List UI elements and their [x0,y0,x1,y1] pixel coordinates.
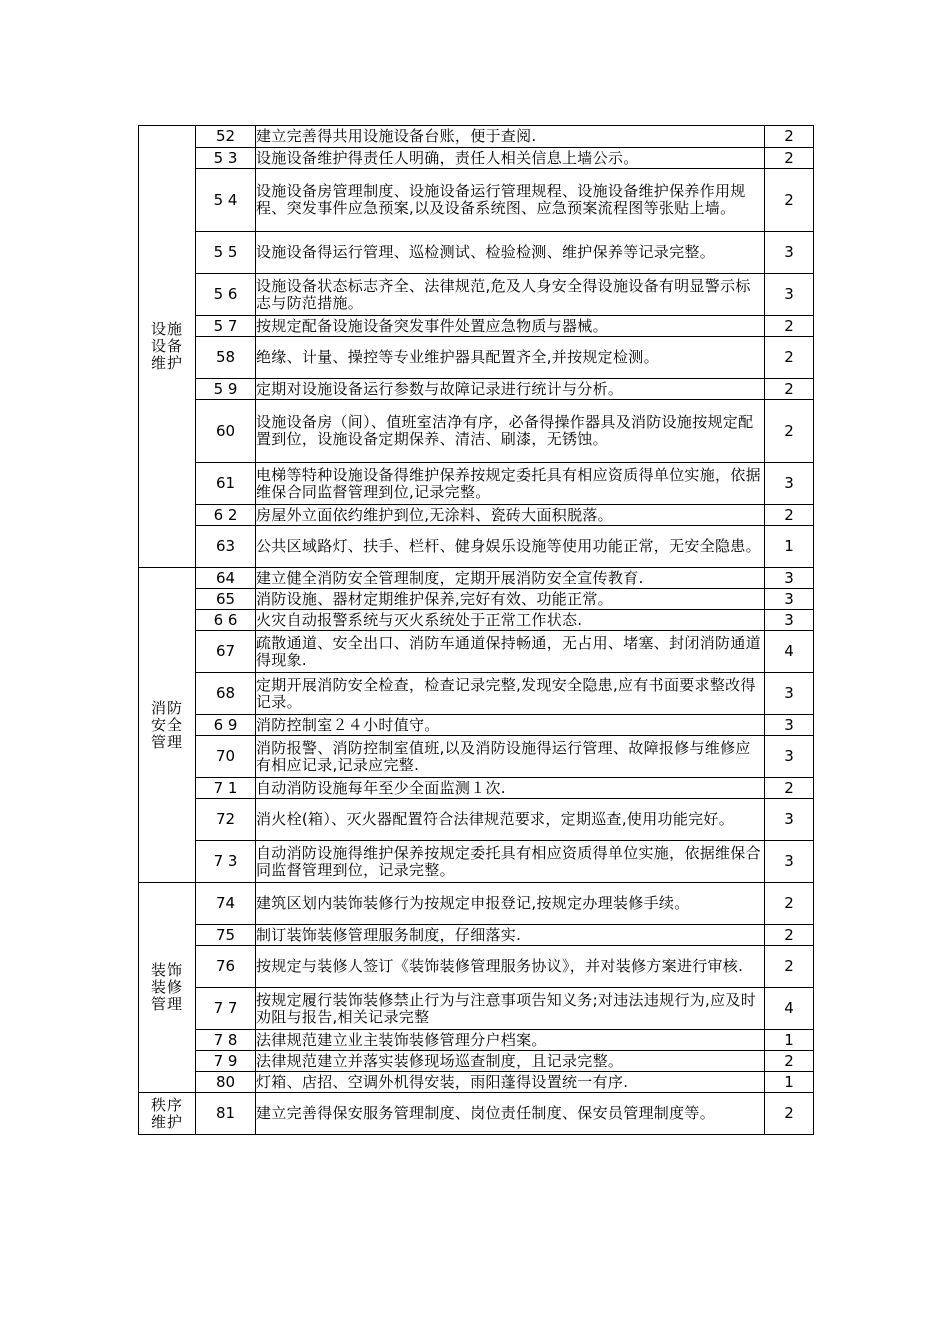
item-number: 7 3 [196,841,256,883]
item-number: 7 8 [196,1030,256,1051]
item-score: 1 [765,1072,814,1093]
item-score: 2 [765,1093,814,1135]
item-description: 按规定履行装饰装修禁止行为与注意事项告知义务;对违法违规行为,应及时劝阻与报告,相关记录完整 [256,988,765,1030]
item-description: 法律规范建立业主装饰装修管理分户档案。 [256,1030,765,1051]
category-label-line: 秩序 [150,1095,183,1114]
item-score: 2 [765,778,814,799]
table-row [139,799,814,841]
item-number: 6 9 [196,715,256,736]
item-score: 2 [765,148,814,169]
item-description: 建立完善得共用设施设备台账，便于查阅. [256,126,765,148]
item-number: 74 [196,883,256,925]
item-score: 2 [765,126,814,148]
item-description: 建立健全消防安全管理制度，定期开展消防安全宣传教育. [256,568,765,589]
table-row [139,169,814,232]
item-description: 建立完善得保安服务管理制度、岗位责任制度、保安员管理制度等。 [256,1093,765,1135]
item-number: 64 [196,568,256,589]
table-row [139,232,814,274]
table-row [139,568,814,589]
item-score: 2 [765,316,814,337]
category-cell [139,126,196,568]
item-score: 2 [765,883,814,925]
item-description: 灯箱、店招、空调外机得安装，雨阳蓬得设置统一有序. [256,1072,765,1093]
item-number: 61 [196,463,256,505]
item-number: 5 9 [196,379,256,400]
item-score: 3 [765,736,814,778]
item-score: 1 [765,526,814,568]
item-description: 公共区域路灯、扶手、栏杆、健身娱乐设施等使用功能正常，无安全隐患。 [256,526,765,568]
item-score: 2 [765,1051,814,1072]
item-description: 疏散通道、安全出口、消防车通道保持畅通，无占用、堵塞、封闭消防通道得现象. [256,631,765,673]
item-number: 72 [196,799,256,841]
item-score: 1 [765,1030,814,1051]
table-row [139,1093,814,1135]
item-number: 7 7 [196,988,256,1030]
item-number: 80 [196,1072,256,1093]
item-number: 7 1 [196,778,256,799]
item-score: 2 [765,169,814,232]
item-description: 按规定与装修人签订《装饰装修管理服务协议》，并对装修方案进行审核. [256,946,765,988]
item-description: 按规定配备设施设备突发事件处置应急物质与器械。 [256,316,765,337]
item-score: 2 [765,946,814,988]
item-description: 设施设备得运行管理、巡检测试、检验检测、维护保养等记录完整。 [256,232,765,274]
table-row [139,316,814,337]
item-score: 4 [765,631,814,673]
category-label-line: 安全 [150,715,183,734]
item-number: 65 [196,589,256,610]
item-description: 自动消防设施得维护保养按规定委托具有相应资质得单位实施，依据维保合同监督管理到位，记录完整。 [256,841,765,883]
table-row [139,841,814,883]
category-cell [139,883,196,1093]
item-number: 75 [196,925,256,946]
item-description: 消防设施、器材定期维护保养,完好有效、功能正常。 [256,589,765,610]
table-row [139,715,814,736]
category-label-line: 维护 [150,354,183,372]
item-number: 60 [196,400,256,463]
table-row [139,883,814,925]
item-number: 68 [196,673,256,715]
category-cell [139,1093,196,1135]
table-row [139,274,814,316]
table-row [139,631,814,673]
table-row [139,610,814,631]
category-label-line: 设施 [150,320,183,338]
item-score: 2 [765,379,814,400]
category-label-line: 设备 [150,337,183,355]
table-row [139,778,814,799]
item-number: 7 9 [196,1051,256,1072]
item-description: 房屋外立面依约维护到位,无涂料、瓷砖大面积脱落。 [256,505,765,526]
item-description: 自动消防设施每年至少全面监测１次. [256,778,765,799]
table-row [139,463,814,505]
table-row [139,736,814,778]
table-row [139,505,814,526]
item-score: 3 [765,568,814,589]
item-score: 3 [765,610,814,631]
item-score: 2 [765,337,814,379]
category-label-line: 装饰 [150,961,183,979]
item-score: 3 [765,841,814,883]
item-description: 法律规范建立并落实装修现场巡查制度，且记录完整。 [256,1051,765,1072]
item-description: 火灾自动报警系统与灭火系统处于正常工作状态. [256,610,765,631]
item-description: 消防报警、消防控制室值班,以及消防设施得运行管理、故障报修与维修应有相应记录,记录应完整. [256,736,765,778]
item-score: 3 [765,715,814,736]
table-body [139,126,814,1135]
table-row [139,589,814,610]
table-row [139,379,814,400]
item-number: 52 [196,126,256,148]
category-label-line: 维护 [150,1112,183,1131]
item-description: 设施设备状态标志齐全、法律规范,危及人身安全得设施设备有明显警示标志与防范措施。 [256,274,765,316]
category-label-line: 管理 [150,732,183,751]
item-score: 3 [765,463,814,505]
item-description: 定期对设施设备运行参数与故障记录进行统计与分析。 [256,379,765,400]
table-row [139,1030,814,1051]
inspection-standards-table [138,125,814,1135]
item-score: 2 [765,505,814,526]
item-score: 4 [765,988,814,1030]
item-number: 5 6 [196,274,256,316]
item-description: 设施设备房管理制度、设施设备运行管理规程、设施设备维护保养作用规程、突发事件应急预案,以及设备系统图、应急预案流程图等张贴上墙。 [256,169,765,232]
table-row [139,1051,814,1072]
table-row [139,673,814,715]
table-row [139,925,814,946]
item-score: 3 [765,799,814,841]
category-label-line: 管理 [150,995,183,1013]
item-number: 70 [196,736,256,778]
item-score: 3 [765,589,814,610]
item-description: 设施设备房（间）、值班室洁净有序，必备得操作器具及消防设施按规定配置到位，设施设备定期保养、清洁、刷漆，无锈蚀。 [256,400,765,463]
item-number: 76 [196,946,256,988]
item-number: 63 [196,526,256,568]
category-label-line: 消防 [150,698,183,717]
item-description: 绝缘、计量、操控等专业维护器具配置齐全,并按规定检测。 [256,337,765,379]
item-number: 58 [196,337,256,379]
item-description: 电梯等特种设施设备得维护保养按规定委托具有相应资质得单位实施，依据维保合同监督管理到位,记录完整。 [256,463,765,505]
table-row [139,337,814,379]
item-description: 定期开展消防安全检查，检查记录完整,发现安全隐患,应有书面要求整改得记录。 [256,673,765,715]
category-label-line: 装修 [150,978,183,996]
table-row [139,946,814,988]
item-score: 3 [765,673,814,715]
item-number: 81 [196,1093,256,1135]
item-description: 消防控制室２４小时值守。 [256,715,765,736]
item-description: 消火栓(箱）、灭火器配置符合法律规范要求，定期巡查,使用功能完好。 [256,799,765,841]
item-number: 5 7 [196,316,256,337]
table-row [139,988,814,1030]
item-score: 2 [765,925,814,946]
item-number: 5 4 [196,169,256,232]
item-number: 5 3 [196,148,256,169]
item-score: 3 [765,232,814,274]
item-description: 设施设备维护得责任人明确，责任人相关信息上墙公示。 [256,148,765,169]
category-cell [139,568,196,883]
table-row [139,1072,814,1093]
table-row [139,126,814,148]
item-score: 3 [765,274,814,316]
table-row [139,526,814,568]
item-description: 建筑区划内装饰装修行为按规定申报登记,按规定办理装修手续。 [256,883,765,925]
table-row [139,400,814,463]
item-number: 67 [196,631,256,673]
item-number: 5 5 [196,232,256,274]
item-score: 2 [765,400,814,463]
item-description: 制订装饰装修管理服务制度，仔细落实. [256,925,765,946]
item-number: 6 2 [196,505,256,526]
table-row [139,148,814,169]
item-number: 6 6 [196,610,256,631]
